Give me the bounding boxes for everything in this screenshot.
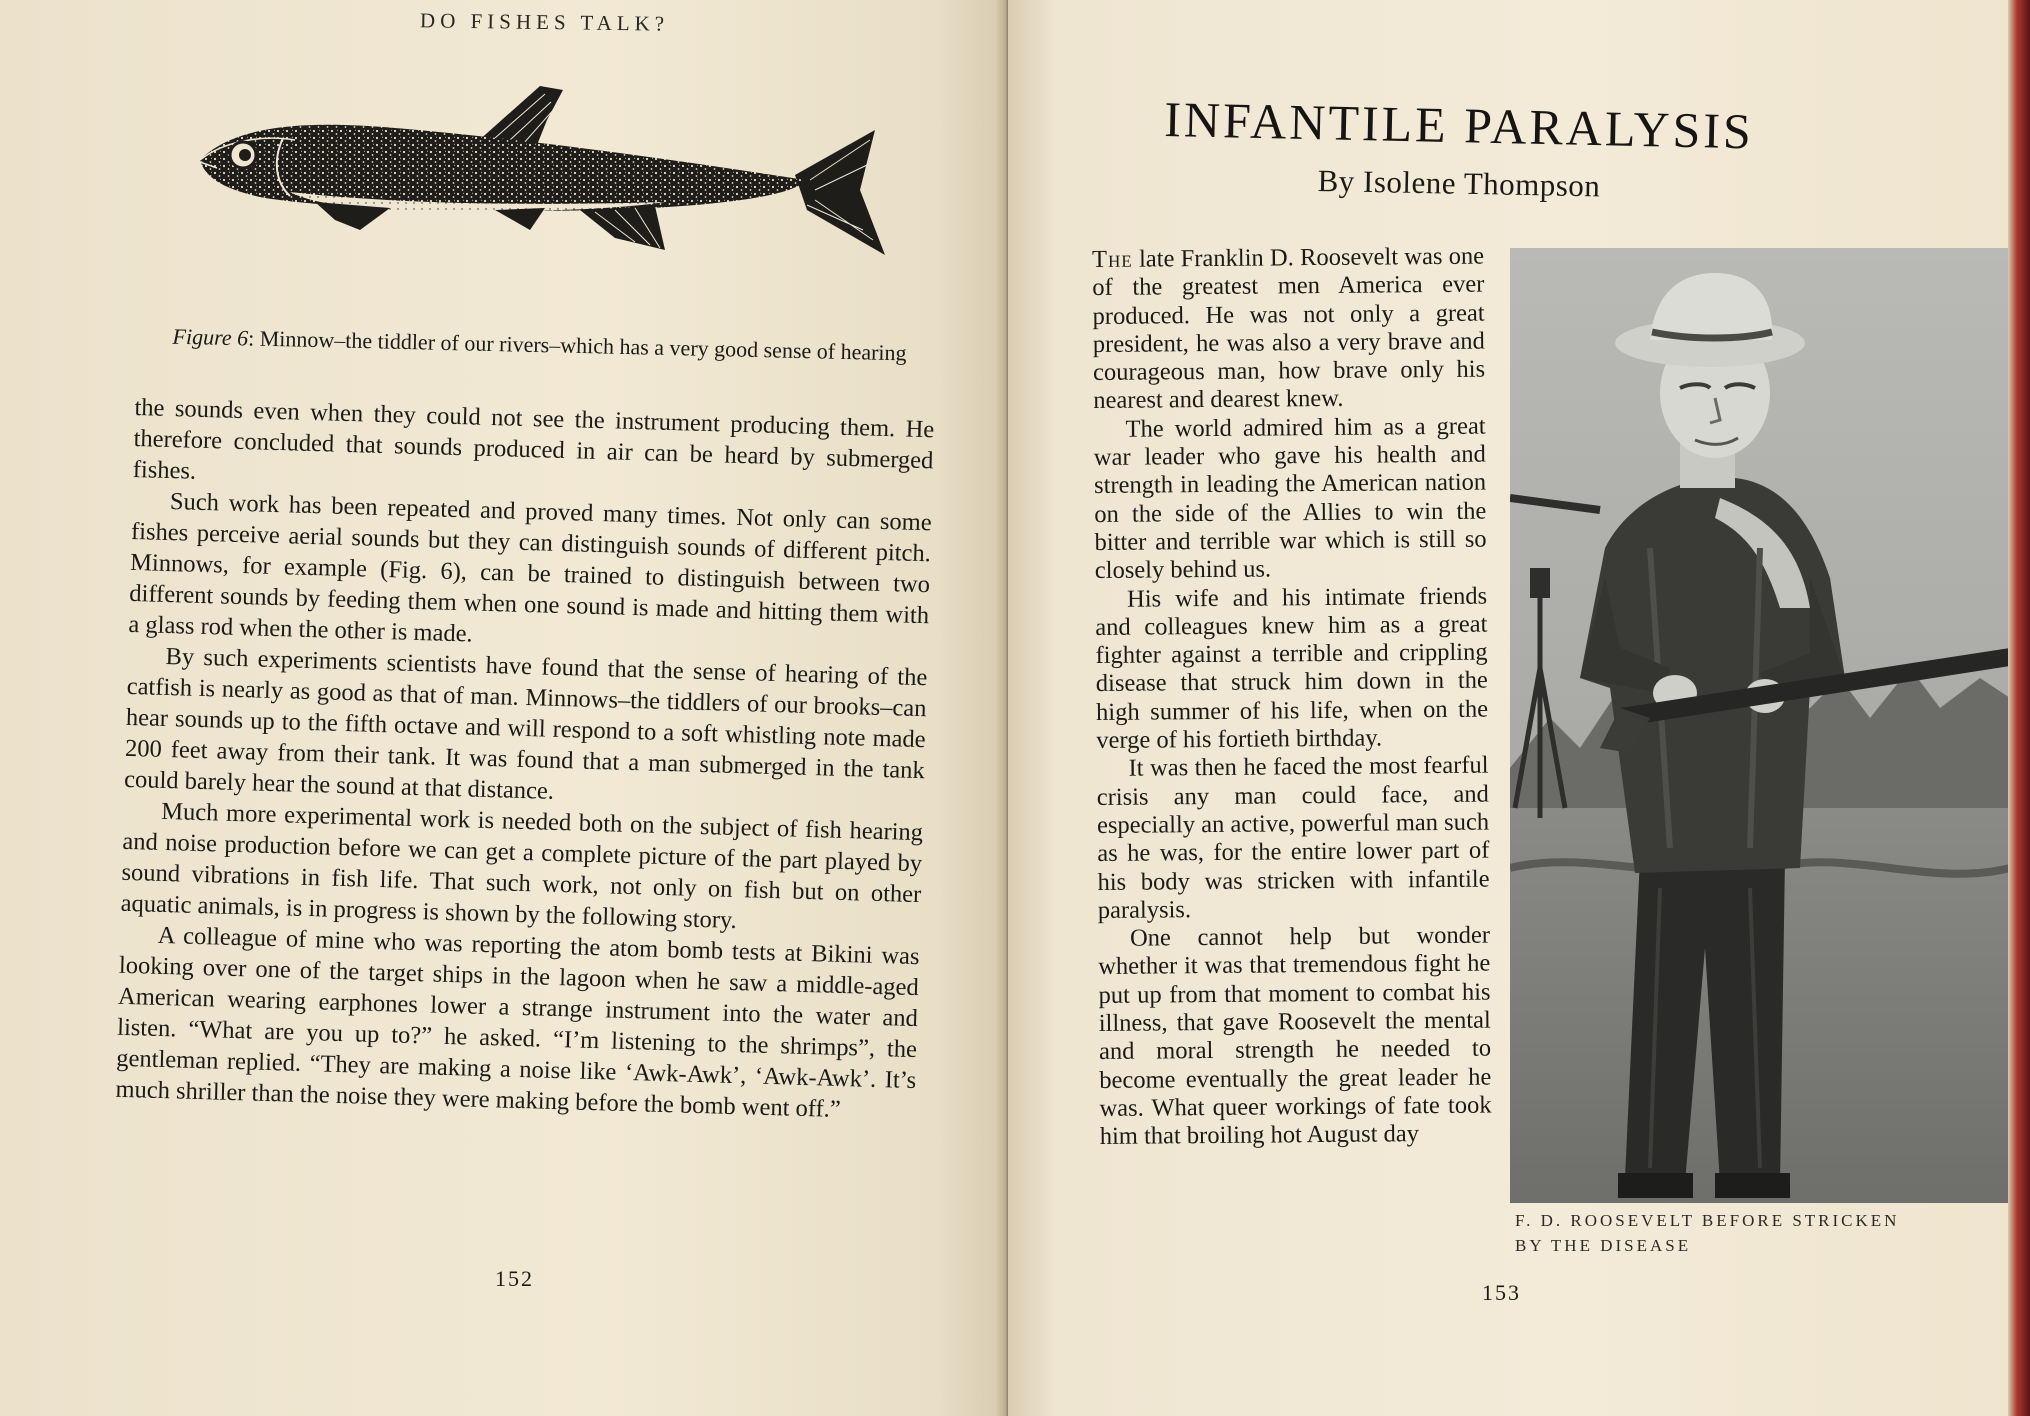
paragraph: His wife and his intimate friends and colleagues knew him as a great fighter against a terrible and crippling disease that struck him down in the high summer of his life, when on the verge of his fortieth birthday. <box>1095 582 1489 755</box>
paragraph: Such work has been repeated and proved many times. Not only can some fishes perceive aerial sounds but they can distinguish sounds of different pitch. Minnows, for example (Fig. 6), can be trained to distinguish between two different sounds by feeding them when one sound is made and hitting them with a glass rod when the other is made. <box>128 488 933 648</box>
left-page <box>0 0 1005 1416</box>
page-number: 152 <box>495 1266 534 1291</box>
paragraph: It was then he faced the most fearful crisis any man could face, and especially an active, powerful man such as he was, for the entire lower part of his body was stricken with infantile paralysis. <box>1096 751 1490 924</box>
page-number: 153 <box>1482 1280 1521 1305</box>
figure-caption <box>139 322 939 368</box>
right-text-column <box>1092 243 1492 1152</box>
left-text-column <box>115 392 935 1127</box>
paragraph: The world admired him as a great war leader who gave his health and strength in leading the American nation on the side of the Allies to win the bitter and terrible war which is still so closely behind us. <box>1093 412 1487 585</box>
paragraph: Much more experimental work is needed both on the subject of fish hearing and noise production before we can get a complete picture of the part played by sound vibrations in fish life. That such work, not only on fish but on other aquatic animals, is in progress is shown by the following story. <box>120 797 924 935</box>
figure-caption-text: : Minnow–the tiddler of our rivers–which has a very good sense of hearing <box>247 325 907 366</box>
paragraph: One cannot help but wonder whether it was that tremendous fight he put up from that moment to combat his illness, that gave Roosevelt the mental and moral strength he needed to become eventually the great leader he was. What queer workings of fate took him that broiling hot August day <box>1098 921 1492 1151</box>
paragraph <box>1092 243 1485 416</box>
paragraph: the sounds even when they could not see the instrument producing them. He therefore concluded that sounds produced in air can be heard by submerged fishes. <box>132 393 935 485</box>
photo-caption-line: BY THE DISEASE <box>1515 1236 1692 1255</box>
figure-label: Figure 6 <box>172 323 249 351</box>
paragraph: A colleague of mine who was reporting the atom bomb tests at Bikini was looking over one of the target ships in the lagoon when he saw a middle-aged American wearing earphones lower a strange instrument into the water and listen. “What are you up to?” he asked. “I’m listening to the shrimps”, the gentleman replied. “They are making a noise like ‘Awk-Awk’, ‘Awk-Awk’. It’s much shriller than the noise they were making before the bomb went off.” <box>115 921 920 1123</box>
book-cover-edge <box>2008 0 2030 1416</box>
photo-caption <box>1515 1208 1995 1258</box>
paragraph-text: late Franklin D. Roosevelt was one of the greatest men America ever produced. He was not only a great president, he was also a very brave and courageous man, how brave only his nearest and dearest knew. <box>1092 242 1486 415</box>
paragraph: By such experiments scientists have found that the sense of hearing of the catfish is nearly as good as that of man. Minnows–the tiddlers of our brooks–can hear sounds up to the fifth octave and will respond to a soft whistling note made 200 feet away from their tank. It was found that a man submerged in the tank could barely hear the sound at that distance. <box>123 642 928 805</box>
minnow-fish-illustration <box>195 80 895 305</box>
article-title: INFANTILE PARALYSIS <box>1163 90 1755 160</box>
photo-caption-line: F. D. ROOSEVELT BEFORE STRICKEN <box>1515 1211 1900 1230</box>
roosevelt-photograph <box>1510 248 2010 1203</box>
running-head: DO FISHES TALK? <box>419 8 670 36</box>
article-byline: By Isolene Thompson <box>1317 163 1601 204</box>
first-word: The <box>1092 245 1133 273</box>
